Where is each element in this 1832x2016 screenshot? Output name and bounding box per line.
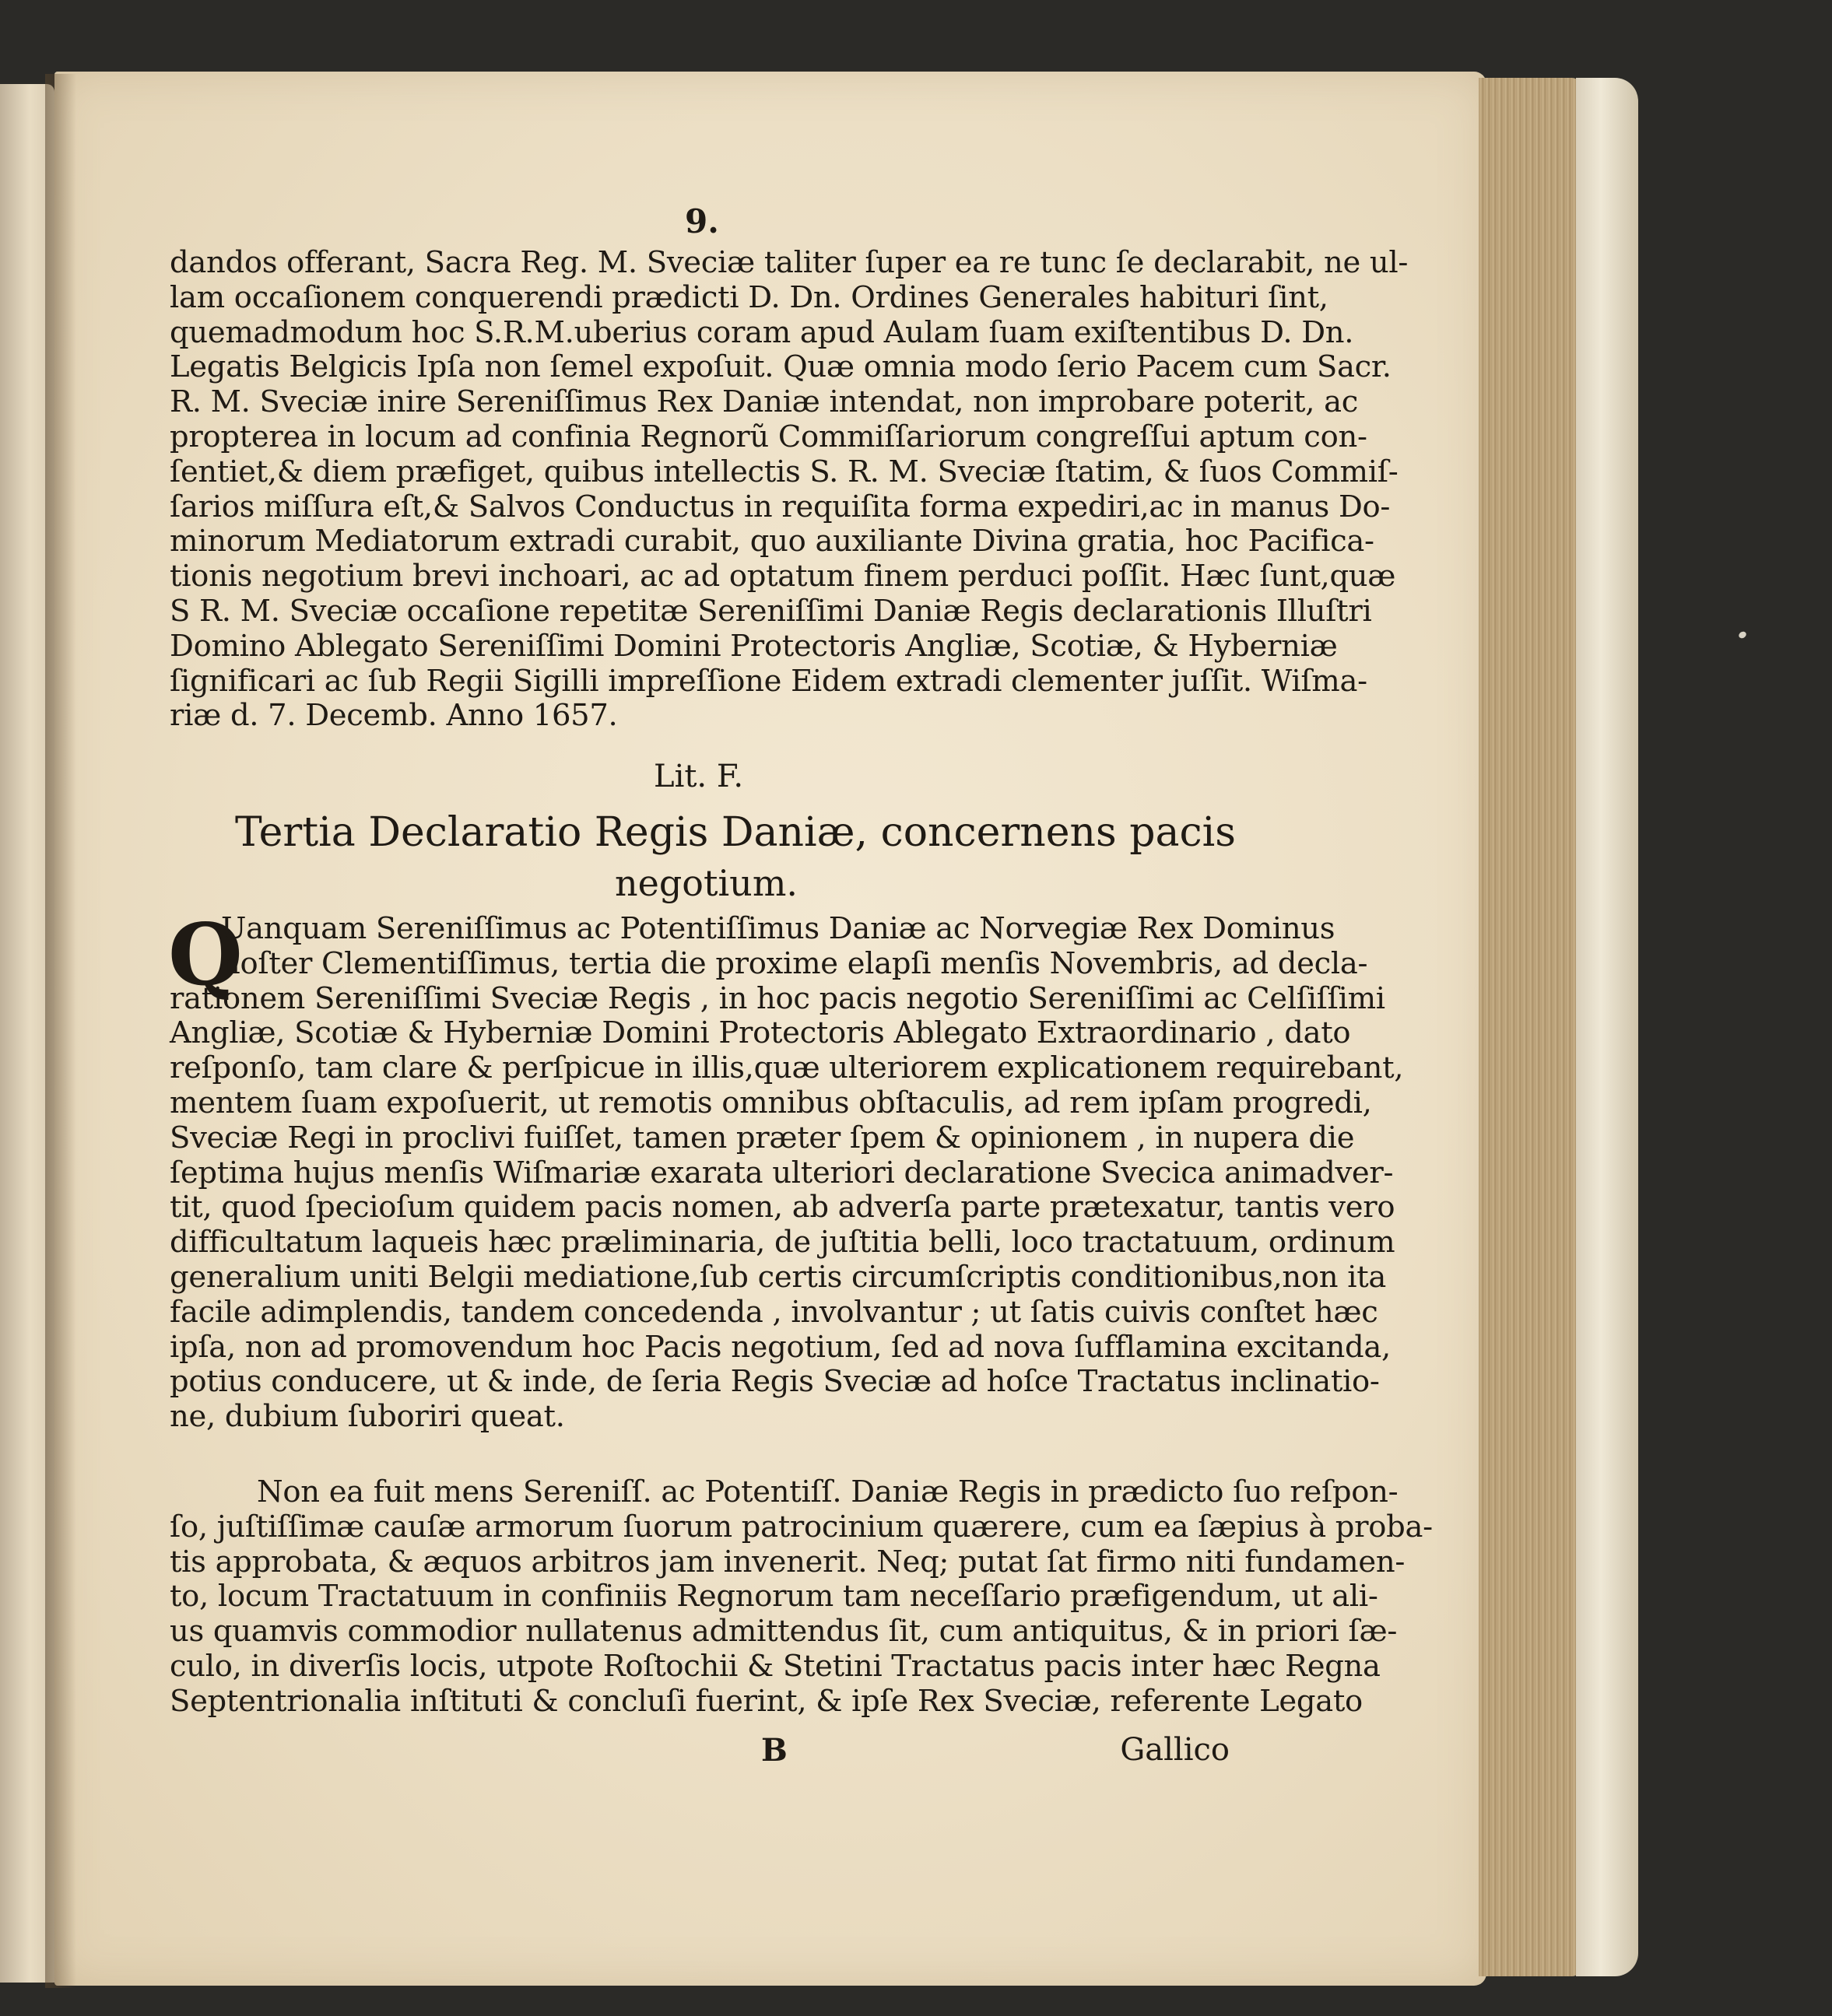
drop-cap: Q xyxy=(168,904,243,1004)
text-line: quemadmodum hoc S.R.M.uberius coram apud Aulam ſuam exiſtentibus D. Dn. xyxy=(170,314,1354,350)
text-line: ſo, juſtiſſimæ cauſæ armorum ſuorum patrocinium quærere, cum ea ſæpius à proba- xyxy=(170,1509,1433,1544)
catchword: Gallico xyxy=(1120,1732,1230,1768)
text-line: tionis negotium brevi inchoari, ac ad optatum finem perduci poſſit. Hæc ſunt,quæ xyxy=(170,559,1396,594)
text-line: tis approbata, & æquos arbitros jam invenerit. Neq; putat ſat firmo niti fundamen- xyxy=(170,1544,1406,1579)
text-line: ſignificari ac ſub Regii Sigilli impreſſione Eidem extradi clementer juſſit. Wiſma- xyxy=(170,663,1367,699)
text-line: R. M. Sveciæ inire Sereniſſimus Rex Daniæ intendat, non improbare poterit, ac xyxy=(170,384,1359,420)
text-line: minorum Mediatorum extradi curabit, quo auxiliante Divina gratia, hoc Pacifica- xyxy=(170,524,1374,559)
text-block-3 xyxy=(170,1474,1433,1720)
text-line: Angliæ, Scotiæ & Hyberniæ Domini Protectoris Ablegato Extraordinario , dato xyxy=(170,1015,1351,1051)
text-line: mentem ſuam expoſuerit, ut remotis omnibus obſtaculis, ad rem ipſam progredi, xyxy=(170,1085,1372,1120)
text-line: to, locum Tractatuum in confiniis Regnorum tam neceſſario præfigendum, ut ali- xyxy=(170,1579,1378,1615)
speck xyxy=(1738,630,1748,640)
text-line: potius conducere, ut & inde, de ſeria Regis Sveciæ ad hoſce Tractatus inclinatio- xyxy=(170,1364,1380,1400)
text-line: facile adimplendis, tandem concedenda , involvantur ; ut ſatis cuivis conſtet hæc xyxy=(170,1294,1378,1330)
text-line: ſentiet,& diem præfiget, quibus intellectis S. R. M. Sveciæ ſtatim, & ſuos Commiſ- xyxy=(170,454,1399,489)
text-line: Septentrionalia inſtituti & concluſi fuerint, & ipſe Rex Sveciæ, referente Legato xyxy=(170,1683,1363,1719)
section-heading: Tertia Declaratio Regis Daniæ, concernens pacis xyxy=(235,809,1236,856)
text-line: noſter Clementiſſimus, tertia die proxime elapſi menſis Novembris, ad decla- xyxy=(221,945,1368,981)
text-line: reſponſo, tam clare & perſpicue in illis,quæ ulteriorem explicationem requirebant, xyxy=(170,1050,1404,1086)
signature-mark: B xyxy=(761,1732,788,1769)
text-line: ſarios miſſura eſt,& Salvos Conductus in requiſita forma expediri,ac in manus Do- xyxy=(170,489,1391,524)
text-line: S R. M. Sveciæ occaſione repetitæ Sereniſſimi Daniæ Regis declarationis Illuſtri xyxy=(170,593,1372,629)
page-footer xyxy=(170,1732,1230,1769)
text-line: Non ea fuit mens Sereniſſ. ac Potentiſſ. Daniæ Regis in prædicto ſuo reſpon- xyxy=(257,1474,1399,1509)
text-line: culo, in diverſis locis, utpote Roſtochii & Stetini Tractatus pacis inter hæc Regna xyxy=(170,1648,1381,1684)
text-line: Domino Ablegato Sereniſſimi Domini Protectoris Angliæ, Scotiæ, & Hyberniæ xyxy=(170,628,1338,664)
text-line: Legatis Belgicis Ipſa non ſemel expoſuit. Quæ omnia modo ſerio Pacem cum Sacr. xyxy=(170,349,1392,385)
text-line: ipſa, non ad promovendum hoc Pacis negotium, ſed ad nova ſufflamina excitanda, xyxy=(170,1329,1391,1365)
section-heading-cont: negotium. xyxy=(615,862,798,904)
section-label: Lit. F. xyxy=(654,759,744,794)
text-line: ſeptima hujus menſis Wiſmariæ exarata ulteriori declaratione Svecica animadver- xyxy=(170,1155,1394,1190)
text-line: ne, dubium ſuboriri queat. xyxy=(170,1399,565,1435)
text-block-1 xyxy=(170,245,1409,734)
text-line: riæ d. 7. Decemb. Anno 1657. xyxy=(170,698,618,734)
text-line: rationem Sereniſſimi Sveciæ Regis , in hoc pacis negotio Sereniſſimi ac Celſiſſimi xyxy=(170,980,1385,1016)
text-line: difficultatum laqueis hæc præliminaria, de juſtitia belli, loco tractatuum, ordinum xyxy=(170,1225,1395,1260)
text-line: Uanquam Sereniſſimus ac Potentiſſimus Daniæ ac Norvegiæ Rex Dominus xyxy=(221,911,1335,946)
text-line: propterea in locum ad confinia Regnorũ Commiſſariorum congreſſui aptum con- xyxy=(170,419,1367,454)
text-block-2 xyxy=(168,904,1404,1435)
gutter-shadow xyxy=(45,74,76,1988)
text-line: tit, quod ſpecioſum quidem pacis nomen, ab adverſa parte prætexatur, tantis vero xyxy=(170,1190,1395,1225)
page-edges xyxy=(1479,78,1580,1976)
text-line: us quamvis commodior nullatenus admittendus ſit, cum antiquitus, & in priori ſæ- xyxy=(170,1614,1398,1650)
book-binding xyxy=(1576,78,1638,1976)
text-line: lam occaſionem conquerendi prædicti D. Dn. Ordines Generales habituri ſint, xyxy=(170,279,1328,315)
page-number: 9. xyxy=(685,202,719,240)
text-line: Sveciæ Regi in proclivi fuiſſet, tamen præter ſpem & opinionem , in nupera die xyxy=(170,1120,1355,1155)
text-line: dandos offerant, Sacra Reg. M. Sveciæ taliter ſuper ea re tunc ſe declarabit, ne ul- xyxy=(170,245,1409,280)
text-line: generalium uniti Belgii mediatione,ſub certis circumſcriptis conditionibus,non ita xyxy=(170,1259,1387,1295)
